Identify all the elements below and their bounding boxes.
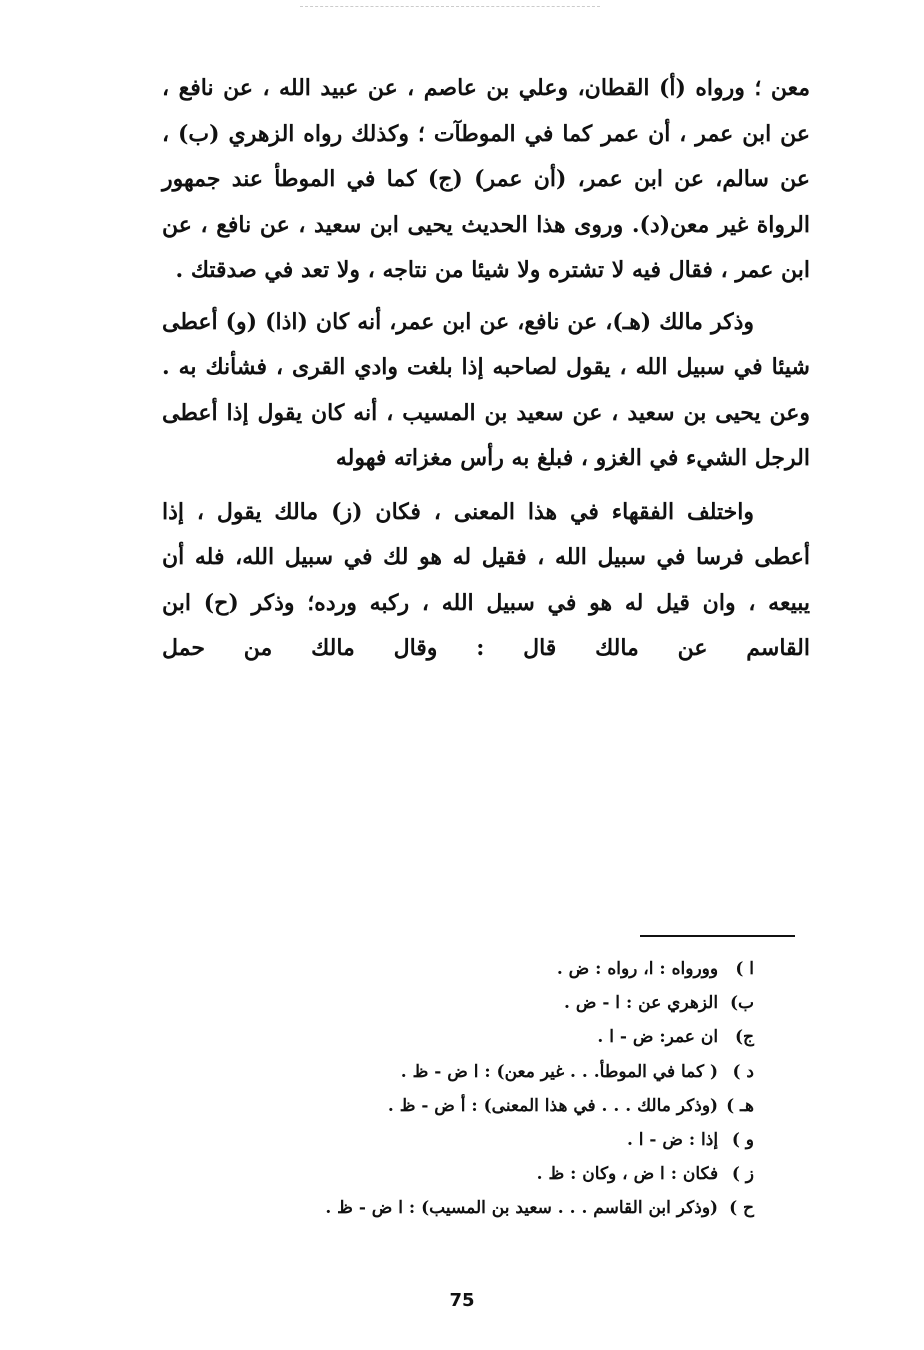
footnote-item <box>194 1157 754 1191</box>
footnote-mark: ب) <box>729 993 754 1014</box>
footnote-text: ( كما في الموطأ. . . غير معن) : ا ض - ظ . <box>400 1061 719 1082</box>
paragraph-3: واختلف الفقهاء في هذا المعنى ، فكان (ز) مالك يقول ، إذا أعطى فرسا في سبيل الله ، فقيل له هو لك في سبيل الله، فله أن يبيعه ، وان قيل له هو في سبيل الله ، ركبه ورده؛ وذكر (ح) ابن القاسم عن مالك قال : وقال مالك من حمل <box>162 498 810 661</box>
footnote-text: (وذكر مالك . . . في هذا المعنى) : أ ض - ظ . <box>387 1095 719 1116</box>
footnote-item <box>194 1020 754 1054</box>
footnote-item <box>194 1055 754 1089</box>
footnote-text: (وذكر ابن القاسم . . . سعيد بن المسيب) : ا ض - ظ . <box>325 1198 719 1219</box>
footnote-mark: هـ ) <box>726 1095 754 1116</box>
footnote-mark: ز ) <box>731 1164 754 1185</box>
footnote-item <box>194 952 754 986</box>
paragraph-1: معن ؛ ورواه (أ) القطان، وعلي بن عاصم ، عن عبيد الله ، عن نافع ، عن ابن عمر ، أن عمر كما في الموطآت ؛ وكذلك رواه الزهري (ب) ، عن سالم، عن ابن عمر، (أن عمر) (ج) كما في الموطأ عند جمهور الرواة غير معن(د). وروى هذا الحديث يحيى ابن سعيد ، عن نافع ، عن ابن عمر ، فقال فيه لا تشتره ولا شيئا من نتاجه ، ولا تعد في صدقتك . <box>162 75 810 283</box>
footnote-item <box>194 1191 754 1225</box>
footnote-mark: ح ) <box>729 1198 754 1219</box>
footnote-item <box>194 986 754 1020</box>
footnote-item <box>194 1123 754 1157</box>
footnote-separator <box>640 935 795 937</box>
footnote-item <box>194 1089 754 1123</box>
footnotes-list <box>194 952 754 1226</box>
footnote-mark: ا ) <box>735 959 754 979</box>
paragraph-2: وذكر مالك (هـ)، عن نافع، عن ابن عمر، أنه كان (اذا) (و) أعطى شيئا في سبيل الله ، يقول لصاحبه إذا بلغت وادي القرى ، فشأنك به . وعن يحيى بن سعيد ، عن سعيد بن المسيب ، أنه كان يقول إذا أعطى الرجل الشيء في الغزو ، فبلغ به رأس مغزاته فهوله <box>162 308 810 471</box>
footnote-text: إذا : ض - ا . <box>626 1130 719 1151</box>
main-text <box>162 66 810 672</box>
top-edge-rule <box>300 6 600 7</box>
footnote-mark: ج) <box>734 1027 754 1048</box>
footnote-text: فكان : ا ض ، وكان : ظ . <box>536 1164 719 1185</box>
footnote-mark: و ) <box>731 1130 754 1151</box>
footnote-text: وورواه : ا، رواه : ض . <box>556 959 719 979</box>
footnote-text: ان عمر: ض - ا . <box>597 1027 719 1048</box>
footnote-mark: د ) <box>732 1061 754 1082</box>
page-number: 75 <box>449 1290 475 1311</box>
footnote-text: الزهري عن : ا - ض . <box>564 993 719 1014</box>
